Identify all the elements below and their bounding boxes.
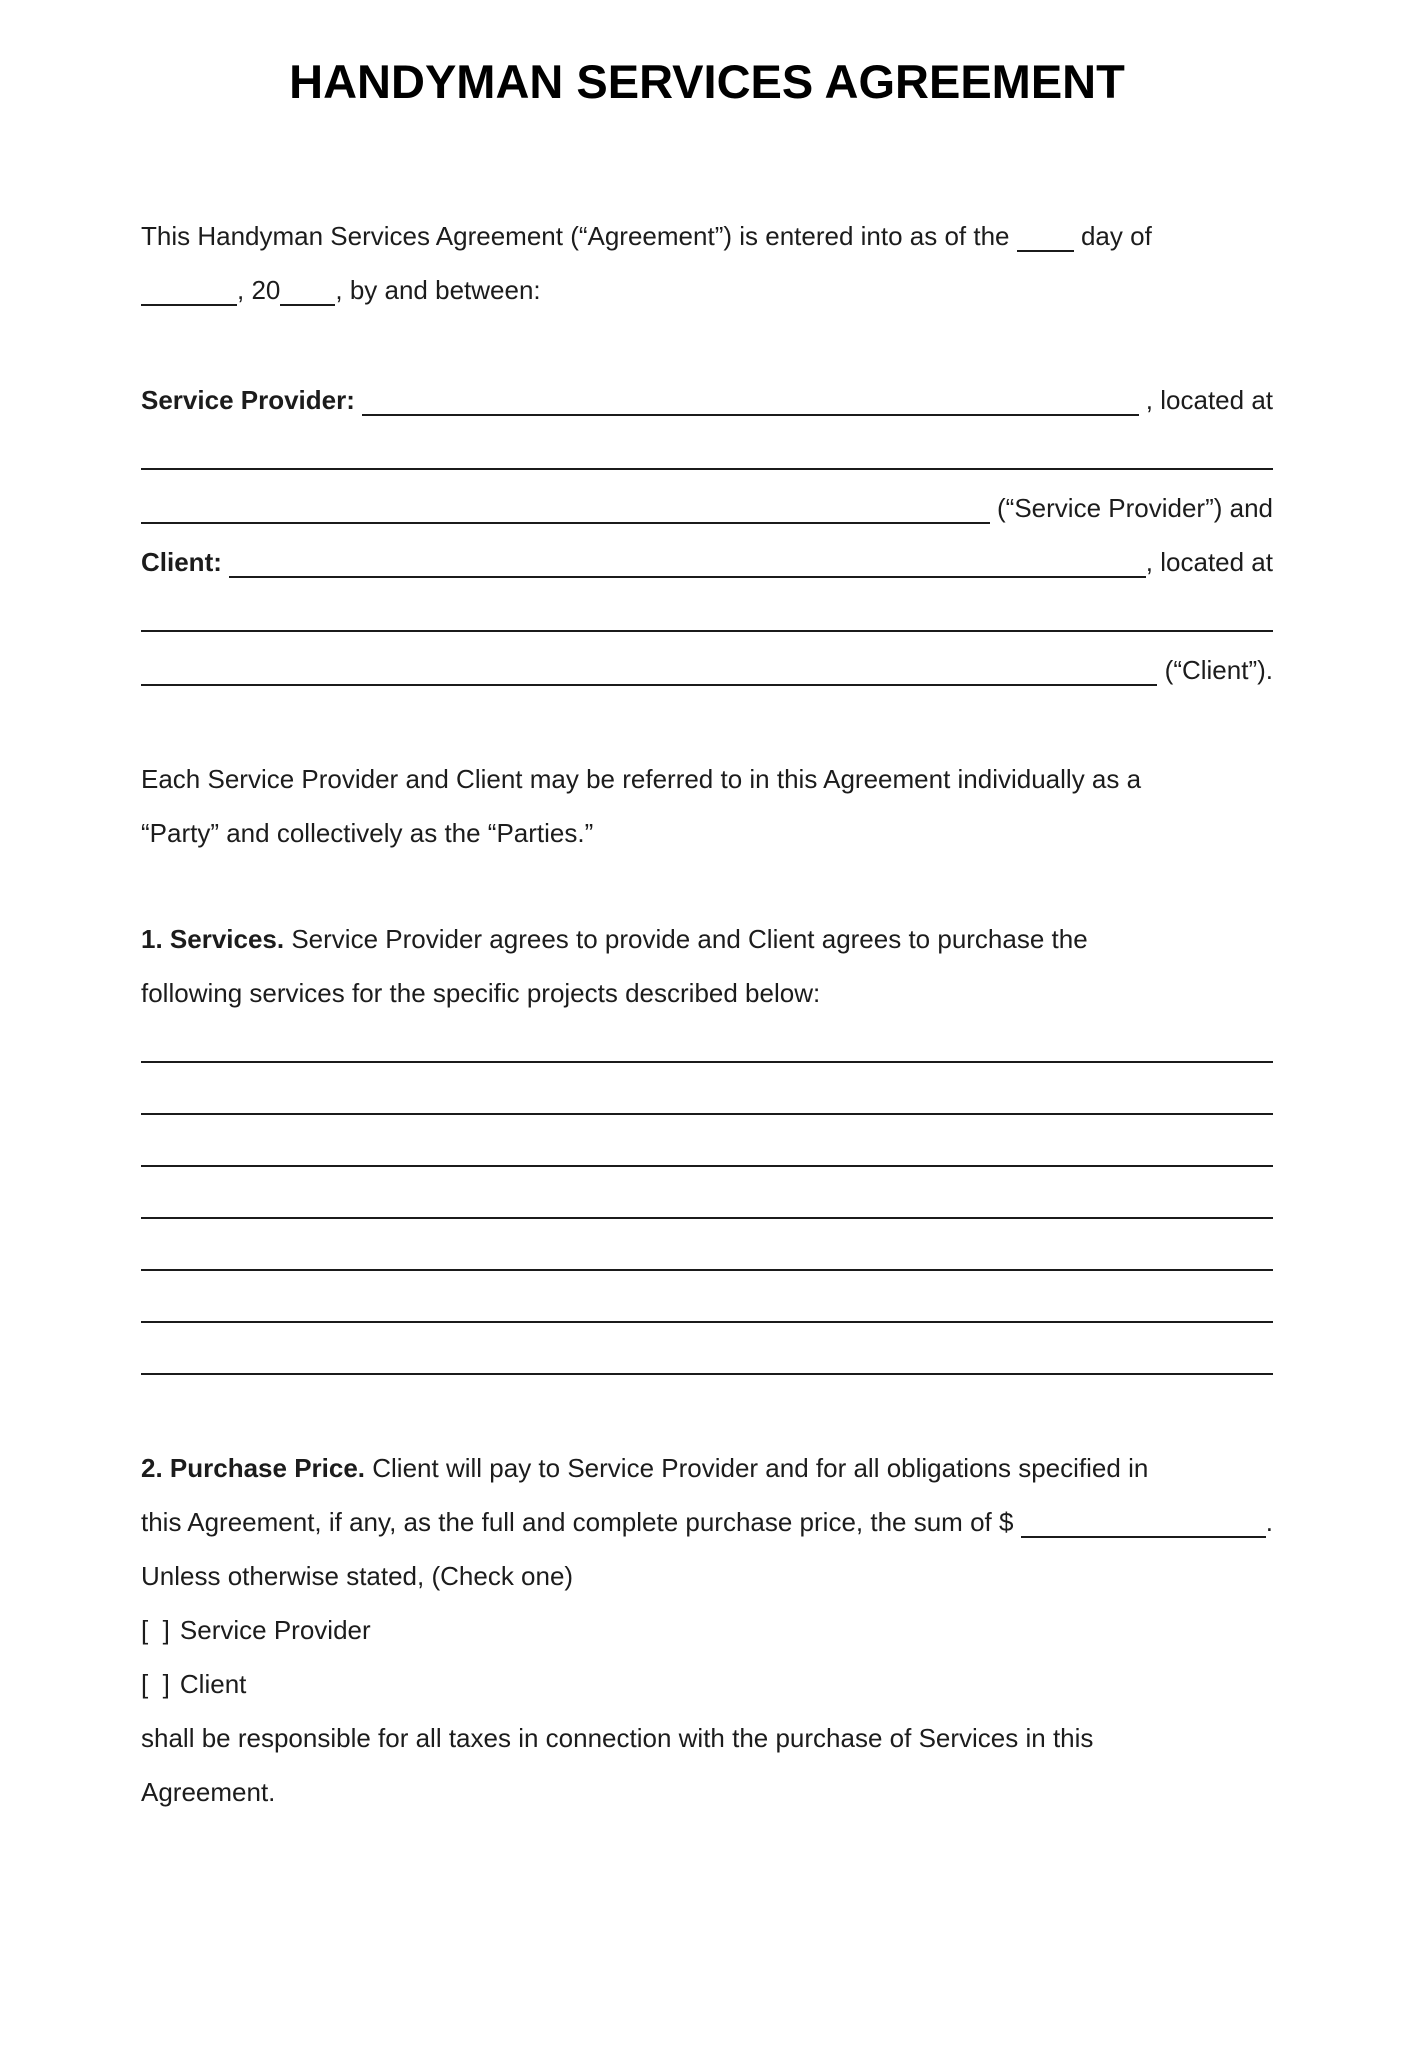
- provider-address-blank-field[interactable]: [141, 468, 1273, 470]
- taxes-line-1: [141, 1711, 1273, 1765]
- purchase-line-3: [141, 1549, 1273, 1603]
- blank-field[interactable]: [141, 1113, 1273, 1115]
- blank-field[interactable]: [141, 1373, 1273, 1375]
- purchase-heading: 2. Purchase Price.: [141, 1453, 373, 1483]
- taxes-text-1: shall be responsible for all taxes in connection with the purchase of Services in this: [141, 1723, 1094, 1753]
- provider-paren-text: (“Service Provider”) and: [989, 493, 1273, 523]
- blank-field[interactable]: [141, 1217, 1273, 1219]
- blank-field[interactable]: [141, 1269, 1273, 1271]
- provider-address-line-2: [141, 481, 1273, 535]
- checkbox-option-client: [141, 1657, 1273, 1711]
- client-name-line: [141, 535, 1273, 589]
- services-line-1: [141, 912, 1273, 966]
- provider-option-label: Service Provider: [179, 1615, 371, 1645]
- month-blank-field[interactable]: [141, 304, 237, 306]
- blank-field[interactable]: [141, 1321, 1273, 1323]
- blank-line: [141, 1230, 1273, 1282]
- client-address-line-1: [141, 589, 1273, 643]
- intro-text-2: day of: [1073, 221, 1152, 251]
- service-provider-label: Service Provider:: [141, 385, 363, 415]
- purchase-amount-blank-field[interactable]: [1021, 1536, 1266, 1538]
- intro-text-3: , 20: [237, 275, 281, 305]
- client-paren-text: (“Client”).: [1157, 655, 1273, 685]
- check-one-text: Unless otherwise stated, (Check one): [141, 1561, 574, 1591]
- intro-text-4: , by and between:: [335, 275, 541, 305]
- blank-line: [141, 1178, 1273, 1230]
- purchase-text-3: .: [1265, 1507, 1273, 1537]
- purchase-line-1: [141, 1441, 1273, 1495]
- purchase-text-2: this Agreement, if any, as the full and complete purchase price, the sum of $: [141, 1507, 1021, 1537]
- intro-paragraph: [141, 209, 1273, 317]
- provider-address-line-1: [141, 427, 1273, 481]
- client-address-blank-field[interactable]: [141, 630, 1273, 632]
- reference-text-2: “Party” and collectively as the “Parties.”: [141, 818, 594, 848]
- provider-name-blank-field[interactable]: [362, 414, 1138, 416]
- client-checkbox[interactable]: [ ]: [141, 1669, 170, 1699]
- page-title: HANDYMAN SERVICES AGREEMENT: [289, 55, 1125, 108]
- services-text-2: following services for the specific projects described below:: [141, 978, 821, 1008]
- provider-checkbox[interactable]: [ ]: [141, 1615, 170, 1645]
- client-address-line-2: [141, 643, 1273, 697]
- blank-line: [141, 1074, 1273, 1126]
- reference-line-2: [141, 806, 1273, 860]
- purchase-price-section: [141, 1441, 1273, 1819]
- provider-address2-blank-field[interactable]: [141, 522, 990, 524]
- services-line-2: [141, 966, 1273, 1020]
- blank-field[interactable]: [141, 1061, 1273, 1063]
- client-address2-blank-field[interactable]: [141, 684, 1157, 686]
- services-heading: 1. Services.: [141, 924, 292, 954]
- purchase-line-2: [141, 1495, 1273, 1549]
- client-option-label: Client: [179, 1669, 247, 1699]
- blank-line: [141, 1334, 1273, 1386]
- reference-text-1: Each Service Provider and Client may be referred to in this Agreement individually as a: [141, 764, 1142, 794]
- provider-located-text: , located at: [1138, 385, 1273, 415]
- intro-line-2: [141, 263, 1273, 317]
- services-blank-lines: [141, 1022, 1273, 1386]
- blank-line: [141, 1126, 1273, 1178]
- reference-line-1: [141, 752, 1273, 806]
- blank-line: [141, 1282, 1273, 1334]
- purchase-text-1: Client will pay to Service Provider and for all obligations specified in: [372, 1453, 1149, 1483]
- taxes-line-2: [141, 1765, 1273, 1819]
- reference-paragraph: [141, 752, 1273, 860]
- blank-field[interactable]: [141, 1165, 1273, 1167]
- year-blank-field[interactable]: [280, 304, 335, 306]
- document-page: [0, 55, 1414, 1819]
- day-blank-field[interactable]: [1017, 250, 1074, 252]
- taxes-text-2: Agreement.: [141, 1777, 276, 1807]
- checkbox-option-provider: [141, 1603, 1273, 1657]
- client-label: Client:: [141, 547, 230, 577]
- parties-block: [141, 373, 1273, 697]
- client-located-text: , located at: [1145, 547, 1273, 577]
- services-text-1: Service Provider agrees to provide and Client agrees to purchase the: [291, 924, 1088, 954]
- blank-line: [141, 1022, 1273, 1074]
- provider-name-line: [141, 373, 1273, 427]
- intro-text-1: This Handyman Services Agreement (“Agreement”) is entered into as of the: [141, 221, 1017, 251]
- client-name-blank-field[interactable]: [229, 576, 1146, 578]
- services-section: [141, 912, 1273, 1020]
- intro-line-1: [141, 209, 1273, 263]
